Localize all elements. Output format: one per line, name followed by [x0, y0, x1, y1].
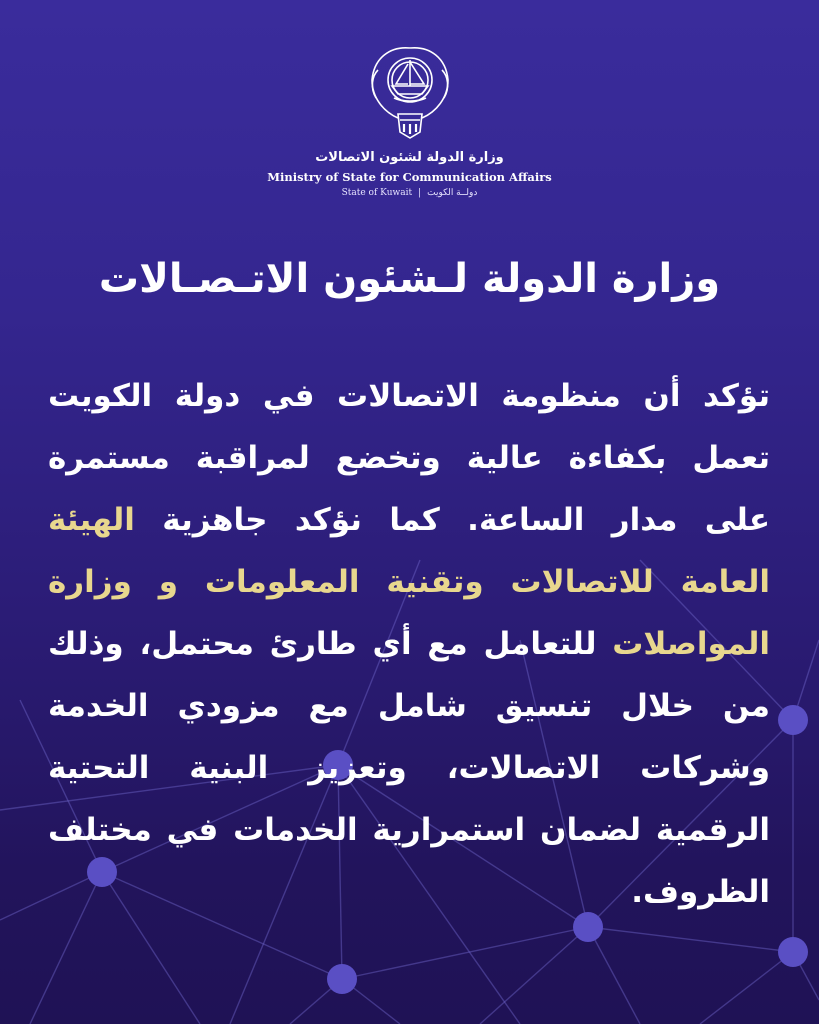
network-line: [700, 952, 793, 1024]
statement-body: [48, 365, 770, 923]
state-separator: |: [418, 188, 422, 198]
headline: وزارة الدولة لـشئون الاتـصـالات: [98, 256, 721, 302]
conjunction: و: [131, 564, 205, 600]
network-node: [778, 705, 808, 735]
logo-block: [0, 40, 819, 140]
ministry-name-english: Ministry of State for Communication Affairs: [267, 170, 552, 184]
highlight-ministry-of-communications: وزارة المواصلات: [48, 564, 770, 662]
network-line: [588, 927, 640, 1024]
network-line: [480, 927, 588, 1024]
highlight-citra: الهيئة العامة للاتصالات وتقنية المعلومات: [48, 502, 770, 600]
ministry-name-arabic: وزارة الدولة لشئون الاتصالات: [315, 150, 504, 165]
network-node: [327, 964, 357, 994]
state-arabic: دولــة الكويت: [427, 188, 478, 198]
network-line: [342, 927, 588, 979]
state-line: [0, 188, 819, 198]
body-part-1: تؤكد أن منظومة الاتصالات في دولة الكويت تعمل بكفاءة عالية وتخضع لمراقبة مستمرة على مدار الساعة. كما نؤكد جاهزية: [48, 378, 770, 538]
kuwait-emblem-icon: [364, 40, 456, 140]
state-english: State of Kuwait: [341, 188, 413, 198]
body-part-2: للتعامل مع أي طارئ محتمل، وذلك من خلال تنسيق شامل مع مزودي الخدمة وشركات الاتصالات، وتعزيز البنية التحتية الرقمية لضمان استمرارية الخدمات في مختلف الظروف.: [48, 626, 770, 910]
network-line: [588, 927, 793, 952]
network-node: [778, 937, 808, 967]
